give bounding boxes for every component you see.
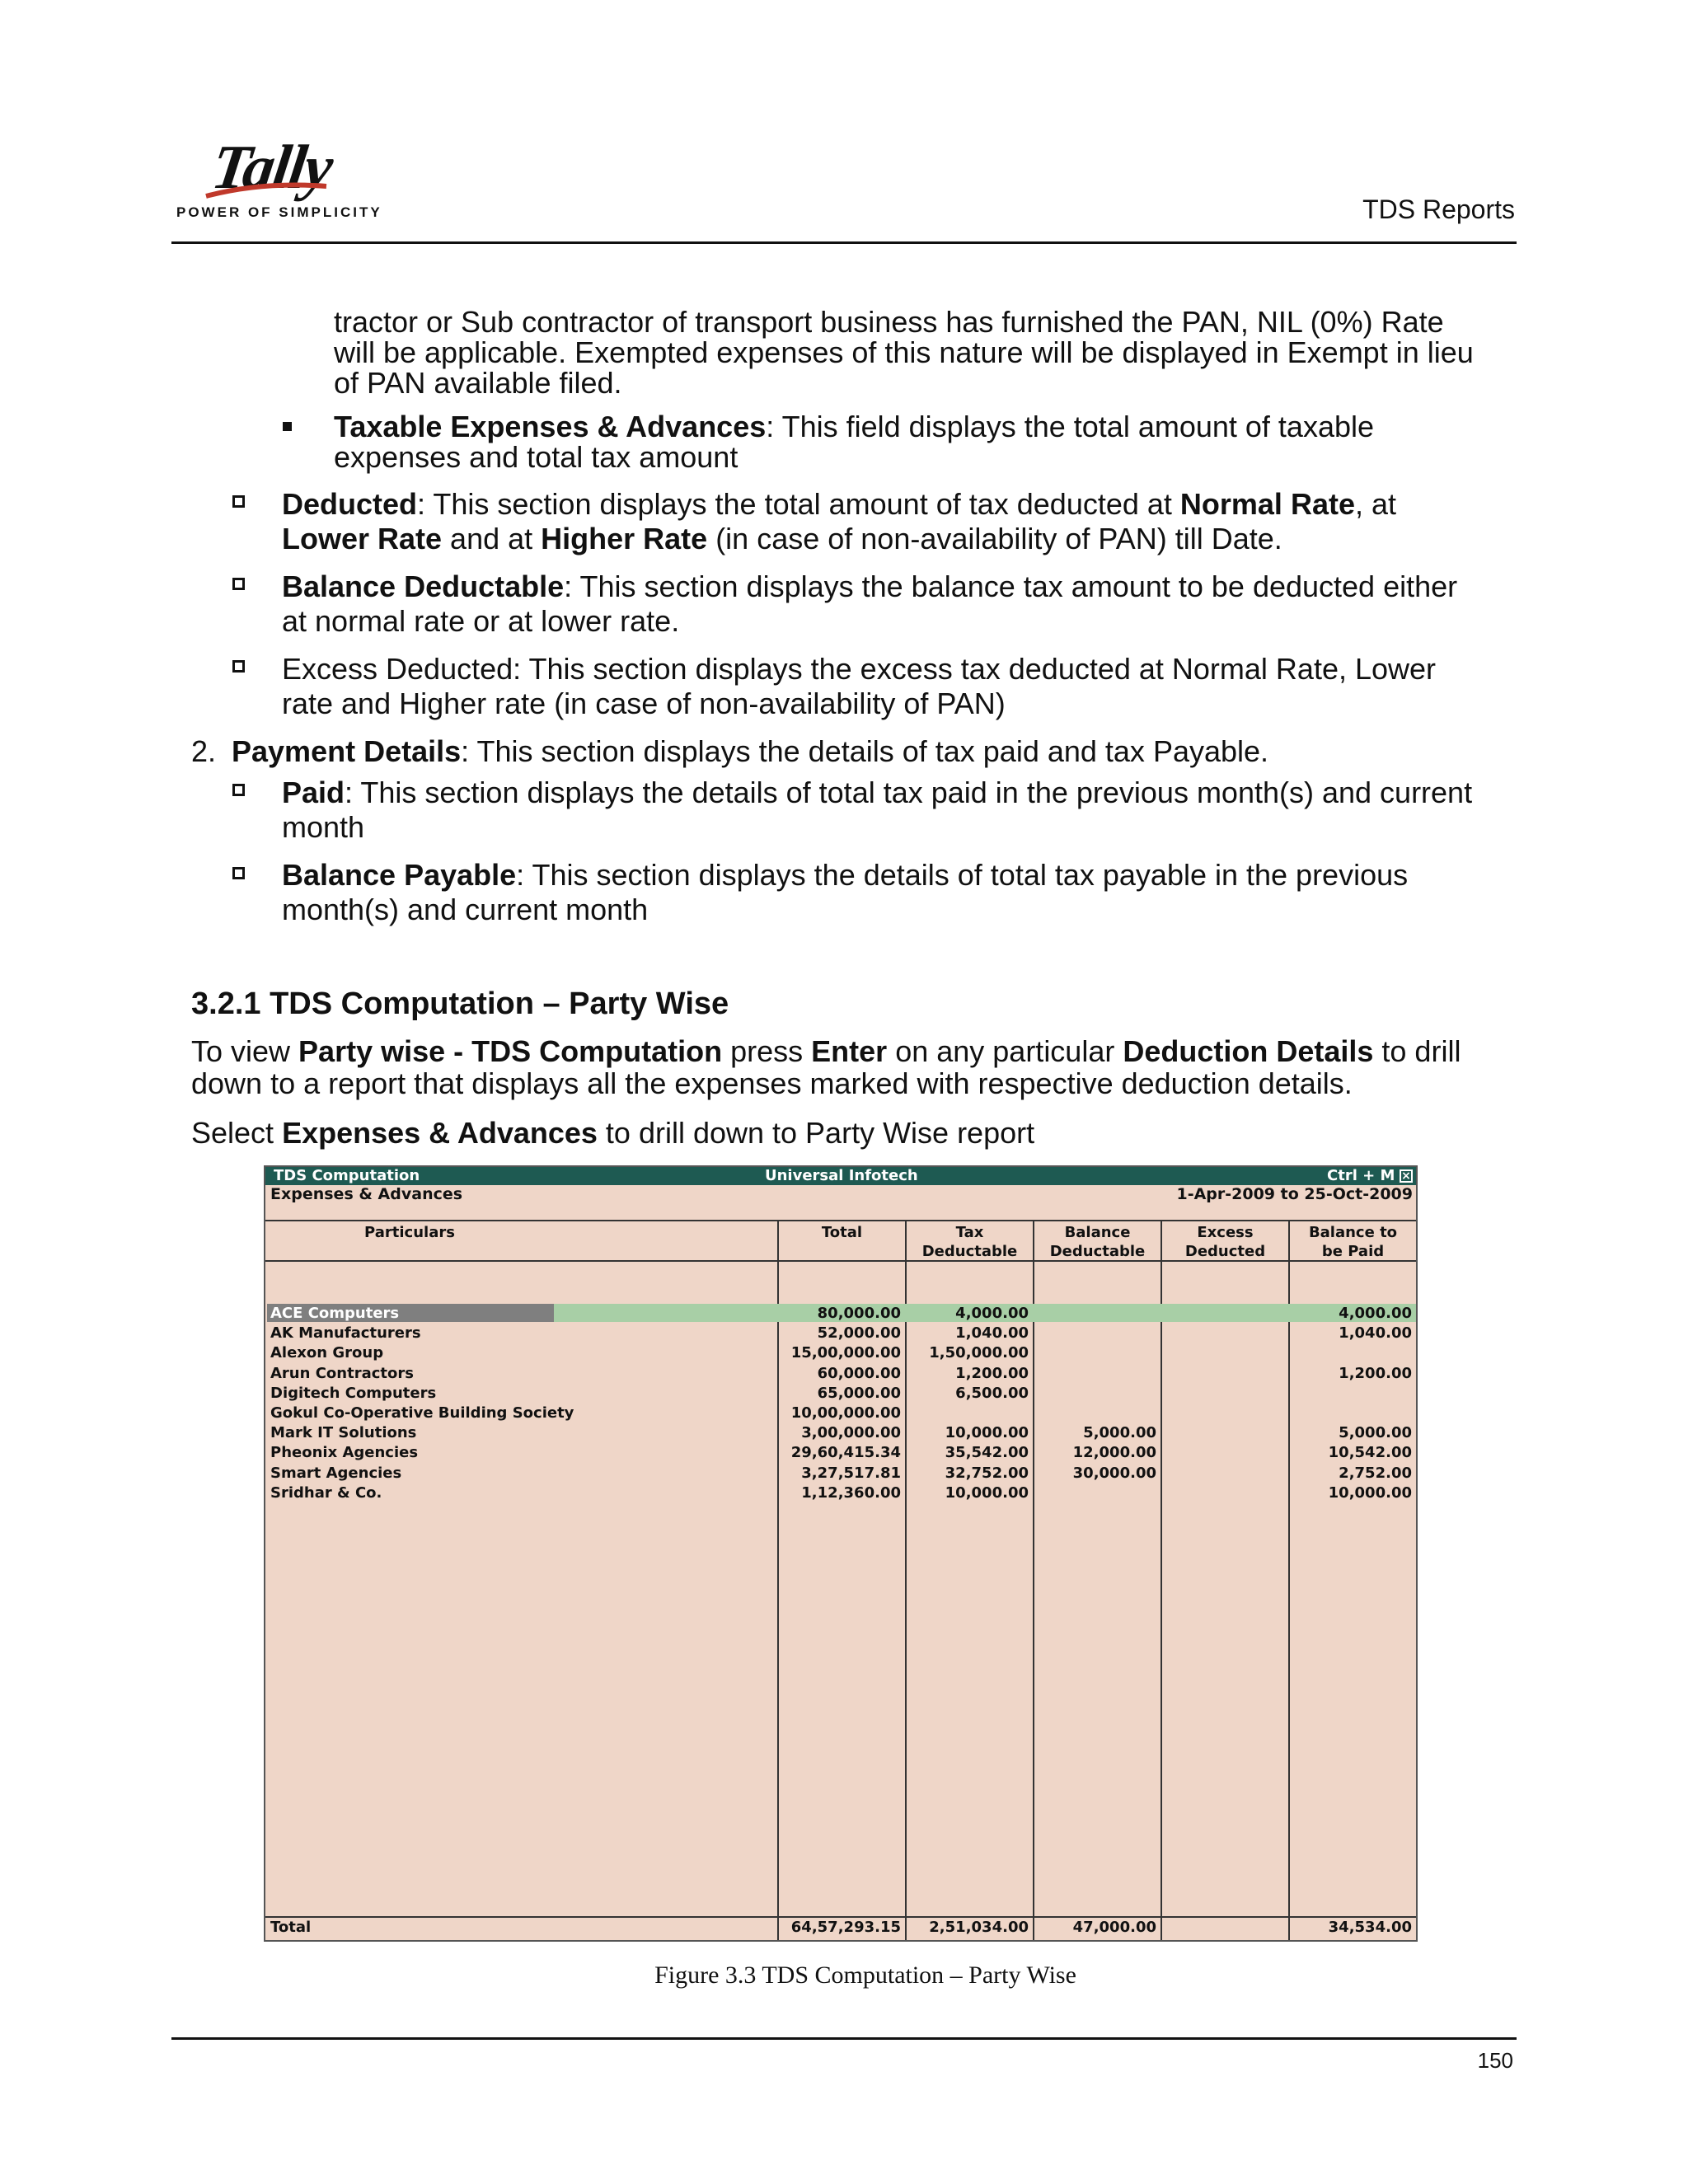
- window-title: TDS Computation: [274, 1167, 420, 1184]
- para-line: of PAN available filed.: [334, 366, 622, 400]
- balance-payable-text: : This section displays the details of total tax payable in the previous: [516, 858, 1409, 892]
- tally-logo: Tally: [208, 133, 336, 202]
- col-header-line: Deductable: [921, 1243, 1018, 1260]
- deducted-text: : This section displays the total amount of tax deducted at: [417, 487, 1180, 521]
- deducted-text: (in case of non-availability of PAN) till Date.: [707, 522, 1282, 555]
- figure-caption: Figure 3.3 TDS Computation – Party Wise: [654, 1961, 1076, 1989]
- cell-total: 65,000.00: [817, 1385, 901, 1402]
- balance-payable-line-2: month(s) and current month: [282, 893, 649, 926]
- payment-line: [232, 733, 1268, 770]
- header-rule: [171, 241, 1517, 244]
- view-text: press: [722, 1034, 812, 1068]
- paid-text: : This section displays the details of total tax paid in the previous month(s) and current: [345, 776, 1473, 809]
- cell-balance-deductable: 12,000.00: [1072, 1444, 1156, 1461]
- view-text: To view: [191, 1034, 299, 1068]
- expenses-advances-label: Expenses & Advances: [282, 1116, 598, 1150]
- paid-line: [282, 775, 1472, 811]
- close-icon[interactable]: ×: [1400, 1169, 1413, 1183]
- para-line: will be applicable. Exempted expenses of this nature will be displayed in Exempt in lieu: [334, 335, 1474, 369]
- view-line-2: down to a report that displays all the expenses marked with respective deduction details.: [191, 1066, 1353, 1100]
- report-period[interactable]: 1-Apr-2009 to 25-Oct-2009: [1176, 1185, 1413, 1203]
- party-name: Pheonix Agencies: [270, 1444, 419, 1461]
- cell-tax-deductable: 6,500.00: [955, 1385, 1029, 1402]
- cell-total: 10,00,000.00: [790, 1404, 901, 1422]
- cell-total: 52,000.00: [817, 1324, 901, 1342]
- deduction-details-label: Deduction Details: [1123, 1034, 1374, 1068]
- cell-balance-to-be-paid: 2,752.00: [1339, 1465, 1412, 1482]
- cell-total: 1,12,360.00: [801, 1484, 901, 1502]
- balance-deductable-text: : This section displays the balance tax amount to be deducted either: [564, 569, 1458, 603]
- cell-tax-deductable: 1,200.00: [955, 1365, 1029, 1382]
- select-text: Select: [191, 1116, 283, 1150]
- cell-balance-to-be-paid: 5,000.00: [1339, 1424, 1412, 1441]
- column-divider: [1160, 1220, 1162, 1940]
- col-header-line: Balance to: [1308, 1224, 1398, 1241]
- select-text: to drill down to Party Wise report: [597, 1116, 1035, 1150]
- tds-computation-window: [264, 1165, 1418, 1942]
- bullet-hollow-icon: [232, 867, 245, 879]
- cell-total: 80,000.00: [817, 1305, 901, 1322]
- cell-balance-deductable: 5,000.00: [1083, 1424, 1156, 1441]
- col-header-line: Balance: [1064, 1224, 1131, 1241]
- paid-label: Paid: [282, 776, 345, 809]
- party-name: AK Manufacturers: [270, 1324, 421, 1342]
- party-name: Sridhar & Co.: [270, 1484, 382, 1502]
- cell-balance-to-be-paid: 10,542.00: [1328, 1444, 1412, 1461]
- normal-rate-label: Normal Rate: [1179, 487, 1355, 521]
- col-header-particulars: Particulars: [364, 1224, 455, 1241]
- view-text: on any particular: [887, 1034, 1123, 1068]
- logo-tagline: POWER OF SIMPLICITY: [176, 204, 382, 220]
- taxable-text: : This field displays the total amount of taxable: [766, 410, 1375, 443]
- deducted-label: Deducted: [282, 487, 418, 521]
- bullet-square-icon: [283, 422, 292, 431]
- header-section-title: TDS Reports: [1362, 194, 1515, 224]
- select-line: [191, 1118, 1034, 1148]
- section-heading: 3.2.1 TDS Computation – Party Wise: [191, 987, 729, 1021]
- window-titlebar: [265, 1167, 1416, 1185]
- excess-line-2: rate and Higher rate (in case of non-availability of PAN): [282, 687, 1006, 720]
- cell-tax-deductable: 1,040.00: [955, 1324, 1029, 1342]
- higher-rate-label: Higher Rate: [541, 522, 708, 555]
- party-name: Smart Agencies: [270, 1465, 402, 1482]
- cell-total: 29,60,415.34: [790, 1444, 901, 1461]
- view-line: [191, 1036, 1461, 1066]
- party-name: Alexon Group: [270, 1344, 384, 1361]
- col-header-balance-to-be-paid: [1290, 1223, 1416, 1261]
- party-name: Digitech Computers: [270, 1385, 437, 1402]
- excess-line: Excess Deducted: This section displays the excess tax deducted at Normal Rate, Lower: [282, 652, 1437, 686]
- col-header-balance-deductable: [1034, 1223, 1160, 1261]
- col-header-total: Total: [821, 1224, 863, 1241]
- cell-tax-deductable: 35,542.00: [945, 1444, 1029, 1461]
- taxable-line-2: expenses and total tax amount: [334, 440, 738, 474]
- deducted-line-2: [282, 521, 1282, 557]
- page-number: 150: [1477, 2048, 1513, 2073]
- col-header-excess-deducted: [1162, 1223, 1288, 1261]
- col-header-line: Excess: [1197, 1224, 1254, 1241]
- report-subtitle: Expenses & Advances: [270, 1185, 463, 1203]
- deducted-text: and at: [442, 522, 542, 555]
- col-header-tax-deductable: [907, 1223, 1033, 1261]
- cell-balance-to-be-paid: 4,000.00: [1339, 1305, 1412, 1322]
- total-row-total: 64,57,293.15: [790, 1919, 901, 1936]
- cell-balance-deductable: 30,000.00: [1072, 1465, 1156, 1482]
- view-text: to drill: [1373, 1034, 1461, 1068]
- deducted-text: , at: [1354, 487, 1396, 521]
- deducted-line: [282, 486, 1396, 523]
- cell-total: 60,000.00: [817, 1365, 901, 1382]
- cell-balance-to-be-paid: 1,040.00: [1339, 1324, 1412, 1342]
- total-top-rule: [265, 1916, 1416, 1918]
- table-top-rule: [265, 1220, 1416, 1221]
- col-header-line: Tax: [955, 1224, 984, 1241]
- party-name: Arun Contractors: [270, 1365, 414, 1382]
- cell-tax-deductable: 1,50,000.00: [929, 1344, 1029, 1361]
- company-name: Universal Infotech: [765, 1167, 918, 1184]
- enter-key-label: Enter: [811, 1034, 888, 1068]
- list-number: 2.: [191, 734, 217, 768]
- party-name: ACE Computers: [270, 1305, 400, 1322]
- cell-total: 15,00,000.00: [790, 1344, 901, 1361]
- para-line: tractor or Sub contractor of transport business has furnished the PAN, NIL (0%) Rate: [334, 305, 1444, 339]
- cell-balance-to-be-paid: 1,200.00: [1339, 1365, 1412, 1382]
- total-row-tax: 2,51,034.00: [929, 1919, 1029, 1936]
- cell-tax-deductable: 10,000.00: [945, 1484, 1029, 1502]
- total-row-balance-to-pay: 34,534.00: [1328, 1919, 1412, 1936]
- balance-deductable-label: Balance Deductable: [282, 569, 565, 603]
- party-wise-label: Party wise - TDS Computation: [298, 1034, 723, 1068]
- shortcut-label: Ctrl + M: [1327, 1167, 1395, 1184]
- cell-tax-deductable: 32,752.00: [945, 1465, 1029, 1482]
- cell-tax-deductable: 10,000.00: [945, 1424, 1029, 1441]
- balance-deductable-line-2: at normal rate or at lower rate.: [282, 604, 680, 638]
- balance-payable-label: Balance Payable: [282, 858, 517, 892]
- payment-details-label: Payment Details: [232, 734, 462, 768]
- payment-details-text: : This section displays the details of tax paid and tax Payable.: [461, 734, 1269, 768]
- col-header-line: Deductable: [1049, 1243, 1146, 1260]
- column-divider: [1033, 1220, 1034, 1940]
- taxable-line: [334, 411, 1374, 442]
- taxable-label: Taxable Expenses & Advances: [334, 410, 767, 443]
- bullet-hollow-icon: [232, 784, 245, 796]
- total-row-balance: 47,000.00: [1072, 1919, 1156, 1936]
- party-name: Mark IT Solutions: [270, 1424, 417, 1441]
- col-header-line: Deducted: [1184, 1243, 1266, 1260]
- cell-balance-to-be-paid: 10,000.00: [1328, 1484, 1412, 1502]
- footer-rule: [171, 2037, 1517, 2040]
- cell-tax-deductable: 4,000.00: [955, 1305, 1029, 1322]
- cell-total: 3,00,000.00: [801, 1424, 901, 1441]
- paid-line-2: month: [282, 810, 365, 844]
- balance-deductable-line: [282, 569, 1457, 605]
- bullet-hollow-icon: [232, 578, 245, 590]
- balance-payable-line: [282, 857, 1408, 893]
- col-header-line: be Paid: [1321, 1243, 1385, 1260]
- lower-rate-label: Lower Rate: [282, 522, 443, 555]
- cell-total: 3,27,517.81: [801, 1465, 901, 1482]
- logo-swoosh-icon: [204, 180, 328, 199]
- total-row-label: Total: [270, 1919, 312, 1936]
- bullet-hollow-icon: [232, 495, 245, 508]
- bullet-hollow-icon: [232, 660, 245, 673]
- party-name: Gokul Co-Operative Building Society: [270, 1404, 574, 1422]
